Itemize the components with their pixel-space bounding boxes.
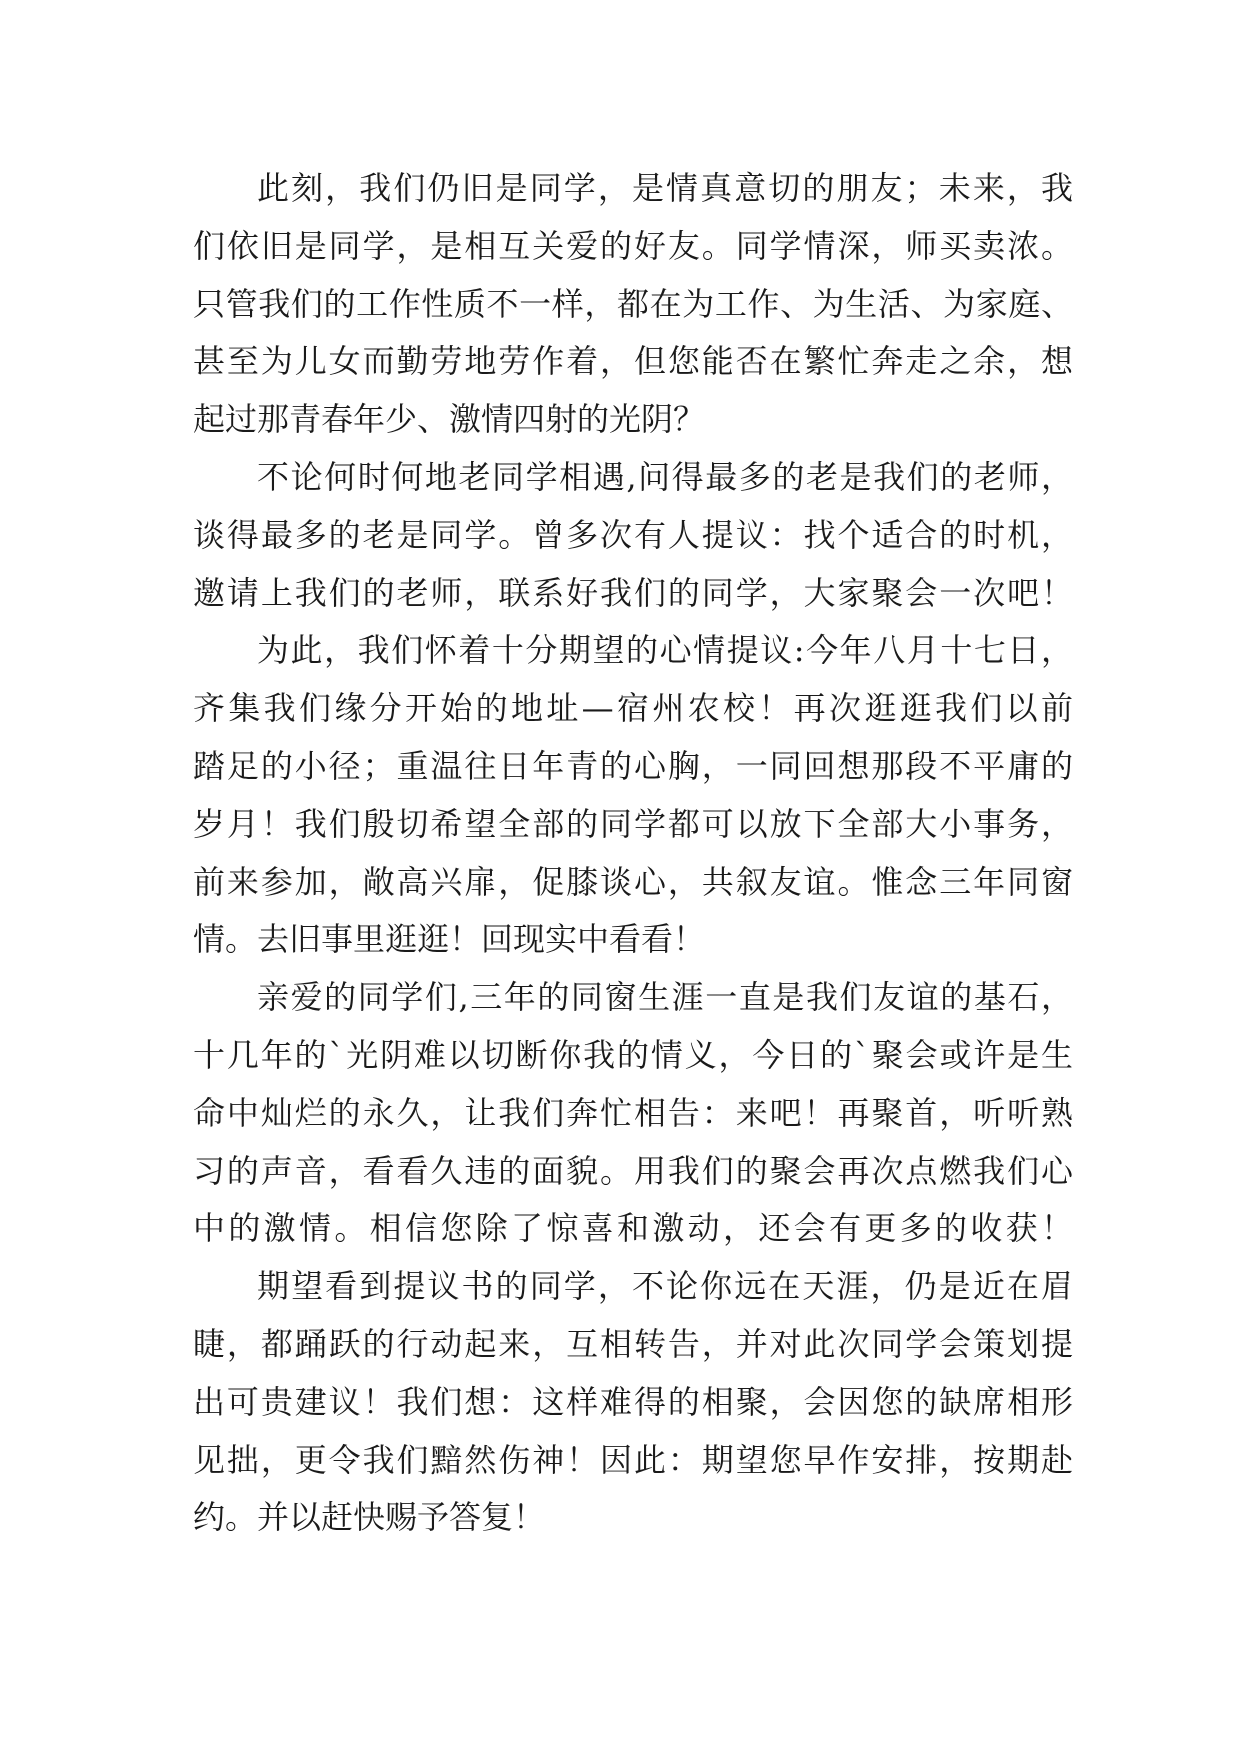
paragraph-line: 情。去旧事里逛逛！回现实中看看！ <box>193 920 706 959</box>
paragraph-line: 们依旧是同学，是相互关爱的好友。同学情深，师买卖浓。 <box>193 226 1073 265</box>
paragraph-line: 亲爱的同学们,三年的同窗生涯一直是我们友谊的基石， <box>257 978 1073 1017</box>
paragraph-line: 不论何时何地老同学相遇,问得最多的老是我们的老师， <box>257 457 1073 496</box>
paragraph-line: 习的声音，看看久违的面貌。用我们的聚会再次点燃我们心 <box>193 1151 1073 1190</box>
paragraph-line: 谈得最多的老是同学。曾多次有人提议：找个适合的时机， <box>193 515 1073 554</box>
paragraph-4 <box>193 969 1073 1258</box>
paragraph-line: 出可贵建议！我们想：这样难得的相聚，会因您的缺席相形 <box>193 1382 1073 1421</box>
paragraph-line: 期望看到提议书的同学，不论你远在天涯，仍是近在眉 <box>257 1267 1073 1306</box>
paragraph-line: 此刻，我们仍旧是同学，是情真意切的朋友；未来，我 <box>257 169 1073 207</box>
paragraph-1 <box>193 160 1073 449</box>
paragraph-line: 甚至为儿女而勤劳地劳作着，但您能否在繁忙奔走之余，想 <box>193 342 1073 381</box>
paragraph-line: 起过那青春年少、激情四射的光阴？ <box>193 400 706 439</box>
paragraph-line: 齐集我们缘分开始的地址—宿州农校！再次逛逛我们以前 <box>193 689 1073 728</box>
paragraph-line: 命中灿烂的永久，让我们奔忙相告：来吧！再聚首，听听熟 <box>193 1093 1073 1132</box>
paragraph-line: 十几年的`光阴难以切断你我的情义，今日的`聚会或许是生 <box>193 1035 1073 1074</box>
paragraph-line: 睫，都踊跃的行动起来，互相转告，并对此次同学会策划提 <box>193 1324 1073 1363</box>
paragraph-5 <box>193 1258 1073 1547</box>
document-body <box>193 160 1073 1547</box>
paragraph-line: 见拙，更令我们黯然伤神！因此：期望您早作安排，按期赴 <box>193 1440 1073 1479</box>
paragraph-line: 邀请上我们的老师，联系好我们的同学，大家聚会一次吧！ <box>193 573 1073 612</box>
paragraph-3 <box>193 622 1073 969</box>
paragraph-line: 为此，我们怀着十分期望的心情提议:今年八月十七日， <box>257 631 1073 670</box>
paragraph-line: 岁月！我们殷切希望全部的同学都可以放下全部大小事务， <box>193 804 1073 843</box>
paragraph-line: 约。并以赶快赐予答复！ <box>193 1498 546 1537</box>
paragraph-2 <box>193 449 1073 622</box>
paragraph-line: 前来参加，敞高兴扉，促膝谈心，共叙友谊。惟念三年同窗 <box>193 862 1073 901</box>
paragraph-line: 中的激情。相信您除了惊喜和激动，还会有更多的收获！ <box>193 1209 1073 1248</box>
paragraph-line: 只管我们的工作性质不一样，都在为工作、为生活、为家庭、 <box>193 284 1073 323</box>
paragraph-line: 踏足的小径；重温往日年青的心胸，一同回想那段不平庸的 <box>193 746 1073 785</box>
